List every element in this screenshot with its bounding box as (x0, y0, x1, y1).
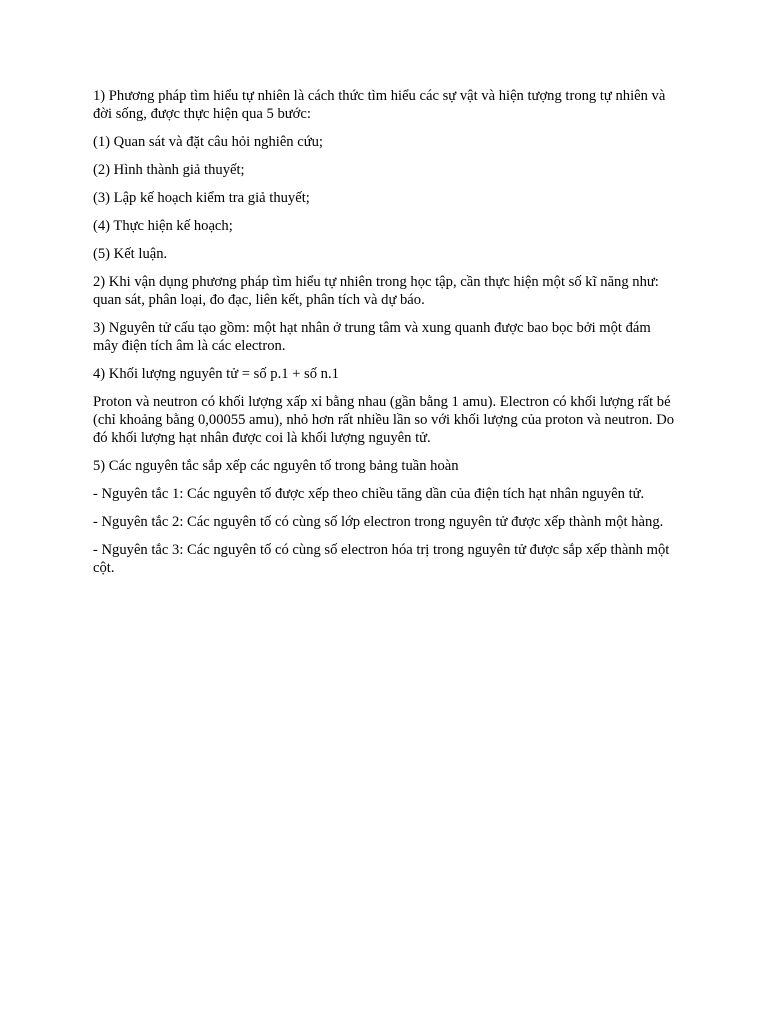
paragraph-2-skills: 2) Khi vận dụng phương pháp tìm hiểu tự nhiên trong học tập, cần thực hiện một số kĩ năng như: quan sát, phân loại, đo đạc, liên kết, phân tích và dự báo. (93, 274, 659, 308)
paragraph-1-intro: 1) Phương pháp tìm hiểu tự nhiên là cách thức tìm hiểu các sự vật và hiện tượng trong tự nhiên và đời sống, được thực hiện qua 5 bước: (93, 88, 666, 122)
principle-2: - Nguyên tắc 2: Các nguyên tố có cùng số lớp electron trong nguyên tử được xếp thành một hàng. (93, 514, 664, 530)
paragraph-3-atom-structure: 3) Nguyên tử cấu tạo gồm: một hạt nhân ở trung tâm và xung quanh được bao bọc bởi một đám mây điện tích âm là các electron. (93, 320, 651, 354)
document-body (93, 87, 678, 587)
paragraph-4-atomic-mass: 4) Khối lượng nguyên tử = số p.1 + số n.1 (93, 366, 339, 382)
principle-1: - Nguyên tắc 1: Các nguyên tố được xếp theo chiều tăng dần của điện tích hạt nhân nguyên tử. (93, 486, 645, 502)
step-4: (4) Thực hiện kế hoạch; (93, 218, 233, 234)
step-3: (3) Lập kế hoạch kiểm tra giả thuyết; (93, 190, 310, 206)
step-2: (2) Hình thành giả thuyết; (93, 162, 245, 178)
paragraph-5-periodic-table: 5) Các nguyên tắc sắp xếp các nguyên tố trong bảng tuần hoàn (93, 458, 459, 474)
paragraph-mass-explanation: Proton và neutron có khối lượng xấp xỉ bằng nhau (gần bằng 1 amu). Electron có khối lượng rất bé (chỉ khoảng bằng 0,00055 amu), nhỏ hơn rất nhiều lần so với khối lượng của proton và neutron. Do đó khối lượng hạt nhân được coi là khối lượng nguyên tử. (93, 394, 675, 446)
step-1: (1) Quan sát và đặt câu hỏi nghiên cứu; (93, 134, 323, 150)
step-5: (5) Kết luận. (93, 246, 168, 262)
principle-3: - Nguyên tắc 3: Các nguyên tố có cùng số electron hóa trị trong nguyên tử được sắp xếp thành một cột. (93, 542, 670, 576)
